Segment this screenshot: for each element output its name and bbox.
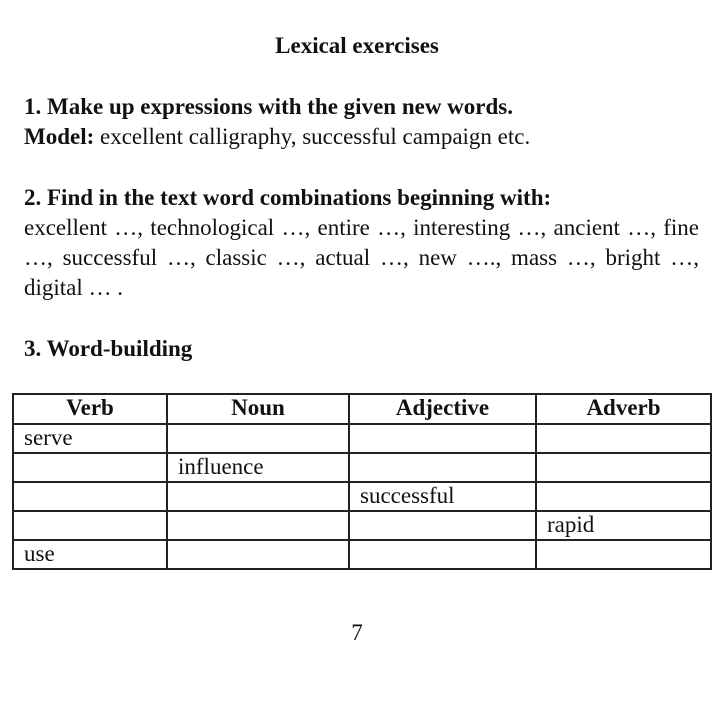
model-text: excellent calligraphy, successful campaign etc. <box>94 124 531 149</box>
model-label: Model: <box>24 124 95 149</box>
table-cell <box>349 540 536 569</box>
exercise-1-heading: 1. Make up expressions with the given new words. <box>24 94 513 119</box>
table-cell <box>13 511 167 540</box>
exercise-1-model <box>24 122 699 152</box>
header-adverb: Adverb <box>536 394 711 424</box>
header-verb: Verb <box>13 394 167 424</box>
table-cell <box>536 482 711 511</box>
word-building-table <box>12 393 712 570</box>
table-row <box>13 540 711 569</box>
table-header-row <box>13 394 711 424</box>
exercise-1 <box>24 92 699 152</box>
table-cell <box>13 453 167 482</box>
table-cell <box>167 482 349 511</box>
page-title: Lexical exercises <box>275 33 439 58</box>
header-noun: Noun <box>167 394 349 424</box>
exercise-2-heading: 2. Find in the text word combinations beginning with: <box>24 185 552 210</box>
table-cell <box>349 453 536 482</box>
exercise-3 <box>24 334 699 364</box>
table-cell: use <box>13 540 167 569</box>
table-cell <box>536 453 711 482</box>
table-row <box>13 453 711 482</box>
exercise-2-body: excellent …, technological …, entire …, interesting …, ancient …, fine …, successful …, classic …, actual …, new …., mass …, bright …, digital … . <box>24 215 699 300</box>
table-cell: influence <box>167 453 349 482</box>
exercise-2 <box>24 183 699 303</box>
cropped-text-line <box>150 0 550 4</box>
table-cell <box>536 540 711 569</box>
table-cell: rapid <box>536 511 711 540</box>
table-cell <box>13 482 167 511</box>
table-cell <box>167 424 349 453</box>
table-cell <box>167 540 349 569</box>
table-cell <box>536 424 711 453</box>
header-adjective: Adjective <box>349 394 536 424</box>
table-row <box>13 511 711 540</box>
table-cell <box>349 424 536 453</box>
table-cell: successful <box>349 482 536 511</box>
table-row <box>13 482 711 511</box>
table-cell <box>349 511 536 540</box>
exercise-3-heading: 3. Word-building <box>24 336 193 361</box>
table-cell <box>167 511 349 540</box>
table-cell: serve <box>13 424 167 453</box>
page-number: 7 <box>351 620 363 645</box>
table-row <box>13 424 711 453</box>
